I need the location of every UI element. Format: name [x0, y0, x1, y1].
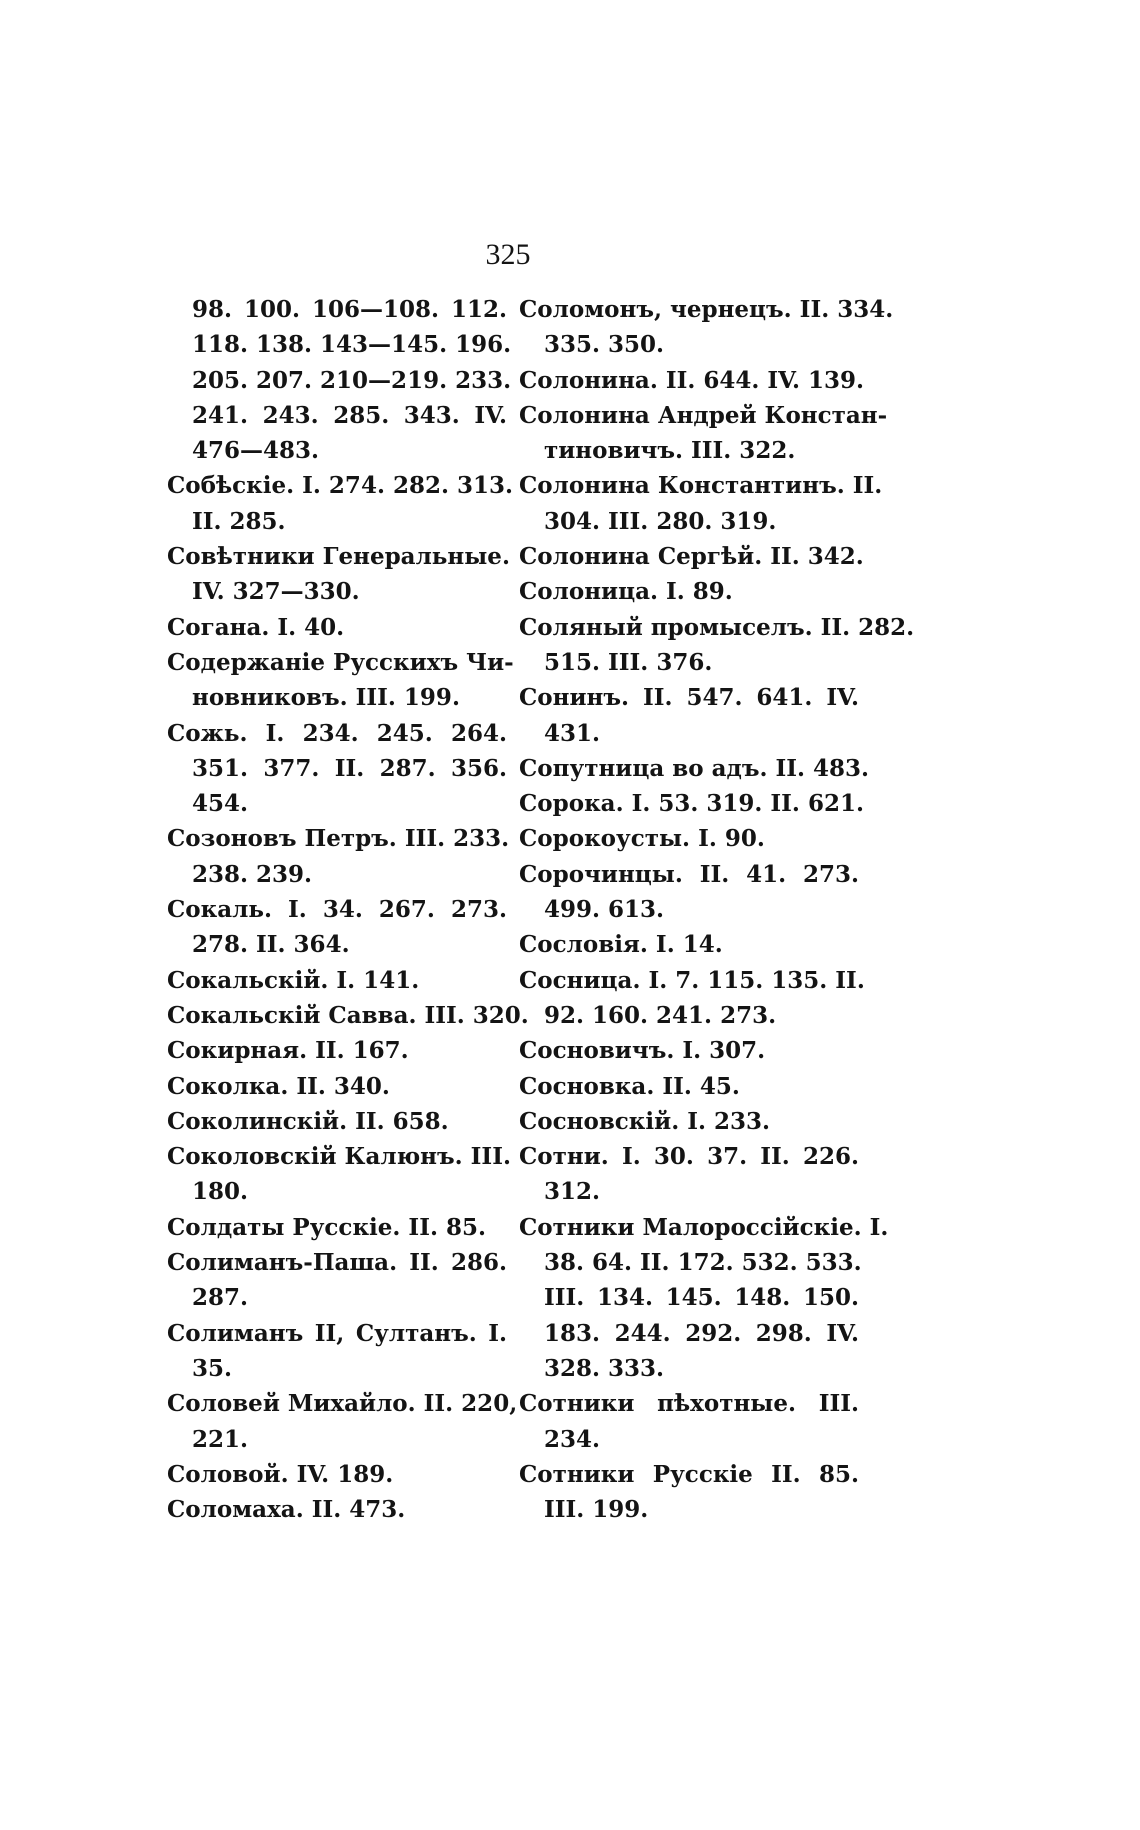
index-line: Сокирная. II. 167. [167, 1037, 409, 1065]
index-line: Сопутница во адъ. II. 483. [519, 754, 870, 782]
index-line: Соловей Михайло. II. 220, [167, 1390, 518, 1418]
index-line: 499. 613. [544, 896, 665, 924]
index-line: Солиманъ II, Султанъ. I. [167, 1319, 507, 1347]
index-line: Соколовскій Калюнъ. III. [167, 1143, 511, 1171]
index-line: 476—483. [192, 437, 320, 465]
index-line: Сотни. I. 30. 37. II. 226. [519, 1143, 859, 1171]
index-line: 98. 100. 106—108. 112. [192, 296, 507, 323]
index-line: 183. 244. 292. 298. IV. [544, 1319, 859, 1347]
index-line: 312. [544, 1178, 601, 1206]
index-line: 221. [192, 1425, 249, 1453]
index-line: 205. 207. 210—219. 233. [192, 366, 512, 394]
index-line: Собѣскіе. I. 274. 282. 313. [167, 472, 513, 500]
index-line: 35. [192, 1354, 233, 1382]
index-line: 328. 333. [544, 1354, 665, 1382]
index-line: Сокаль. I. 34. 267. 273. [167, 896, 507, 924]
index-line: Сословія. I. 14. [519, 931, 723, 959]
index-line: Солонина Андрей Констан- [519, 401, 888, 429]
index-line: Соколка. II. 340. [167, 1072, 390, 1100]
index-line: 287. [192, 1284, 249, 1312]
index-column-right [519, 292, 915, 1527]
index-line: Солонина Константинъ. II. [519, 472, 883, 500]
index-line: 335. 350. [544, 331, 665, 359]
index-line: 515. III. 376. [544, 648, 713, 676]
index-line: 38. 64. II. 172. 532. 533. [544, 1249, 862, 1277]
index-line: тиновичъ. III. 322. [544, 437, 796, 465]
index-line: Солонина Сергѣй. II. 342. [519, 543, 864, 571]
index-line: Сосновка. II. 45. [519, 1072, 740, 1100]
page-number: 325 [485, 238, 531, 271]
index-line: 180. [192, 1178, 249, 1206]
index-column-left [167, 292, 529, 1527]
index-line: 431. [544, 719, 601, 747]
index-line: Сонинъ. II. 547. 641. IV. [519, 684, 859, 712]
index-line: Солдаты Русскіе. II. 85. [167, 1213, 486, 1241]
index-line: 241. 243. 285. 343. IV. [192, 401, 507, 429]
index-line: Сорочинцы. II. 41. 273. [519, 860, 859, 888]
index-line: Сосновскій. I. 233. [519, 1107, 771, 1135]
index-line: Сорокоусты. I. 90. [519, 825, 765, 853]
index-line: Соколинскій. II. 658. [167, 1107, 449, 1135]
index-line: Соломаха. II. 473. [167, 1496, 406, 1524]
index-line: Сосница. I. 7. 115. 135. II. [519, 966, 865, 994]
index-line: 234. [544, 1425, 601, 1453]
index-line: 118. 138. 143—145. 196. [192, 331, 512, 359]
index-line: Солиманъ-Паша. II. 286. [167, 1249, 507, 1277]
index-line: Соловой. IV. 189. [167, 1460, 394, 1488]
index-line: III. 134. 145. 148. 150. [544, 1284, 859, 1312]
index-line: Сокальскій Савва. III. 320. [167, 1001, 529, 1029]
index-line: Содержаніе Русскихъ Чи- [167, 648, 514, 676]
index-line: 92. 160. 241. 273. [544, 1001, 777, 1029]
index-line: Сокальскій. I. 141. [167, 966, 420, 994]
index-line: III. 199. [544, 1496, 649, 1524]
index-line: Сотники пѣхотные. III. [519, 1390, 859, 1418]
index-line: Сорока. I. 53. 319. II. 621. [519, 790, 864, 818]
index-line: Созоновъ Петръ. III. 233. [167, 825, 510, 853]
index-line: Сосновичъ. I. 307. [519, 1037, 766, 1065]
index-line: Согана. I. 40. [167, 613, 345, 641]
index-line: 238. 239. [192, 860, 313, 888]
index-line: 454. [192, 790, 249, 818]
index-line: Сожь. I. 234. 245. 264. [167, 719, 507, 747]
index-line: Сотники Русскіе II. 85. [519, 1460, 859, 1488]
index-line: 304. III. 280. 319. [544, 507, 777, 535]
index-line: Соляный промыселъ. II. 282. [519, 613, 915, 641]
index-line: Солоница. I. 89. [519, 578, 733, 606]
index-line: новниковъ. III. 199. [192, 684, 460, 712]
index-line: Солонина. II. 644. IV. 139. [519, 366, 865, 394]
index-line: 351. 377. II. 287. 356. [192, 754, 507, 782]
index-line: Соломонъ, чернецъ. II. 334. [519, 296, 894, 323]
index-line: IV. 327—330. [192, 578, 360, 606]
index-line: Совѣтники Генеральные. [167, 543, 510, 571]
index-line: Сотники Малороссійскіе. I. [519, 1213, 889, 1241]
index-line: 278. II. 364. [192, 931, 350, 959]
index-line: II. 285. [192, 507, 286, 535]
